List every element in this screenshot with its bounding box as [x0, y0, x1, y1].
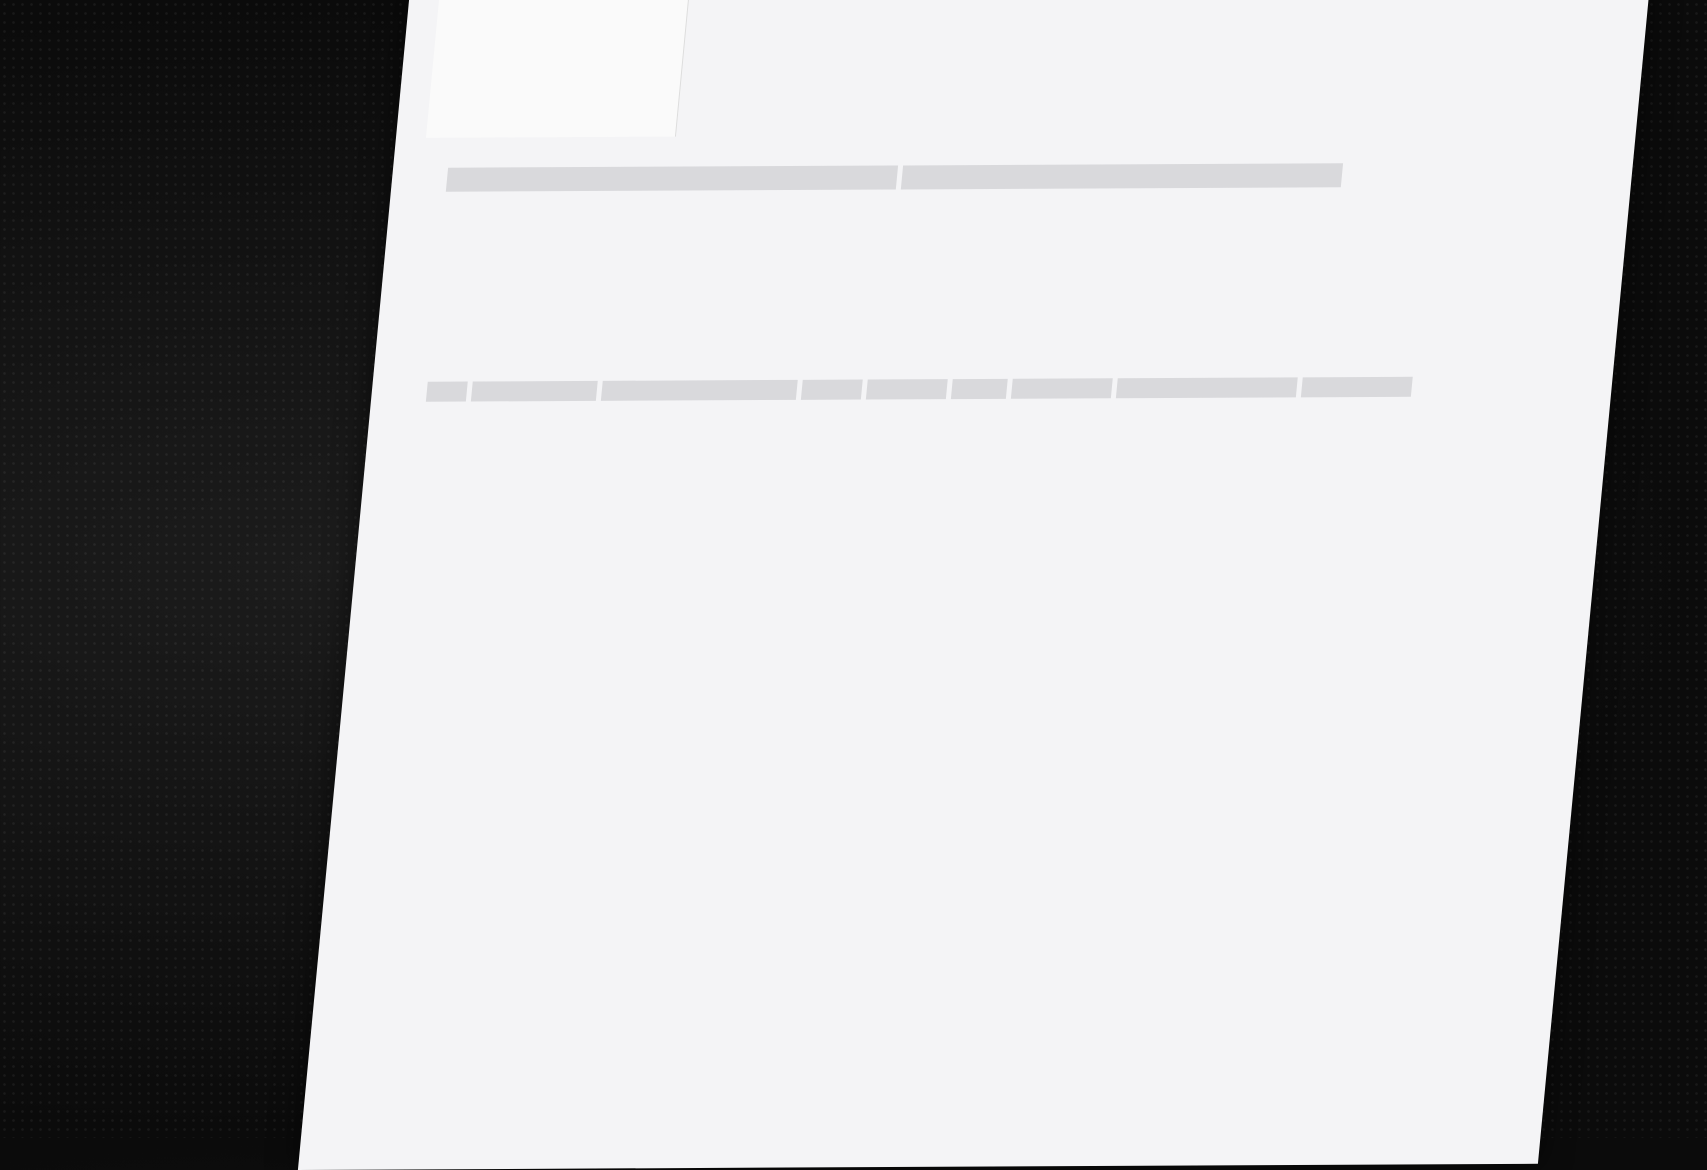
factura-header: [446, 165, 898, 191]
row-denominacion: [583, 903, 803, 904]
misc-row: [312, 979, 1556, 1025]
card-receipt: [426, 0, 690, 138]
col-uds: [801, 380, 863, 400]
cliente-header: [901, 163, 1343, 189]
row-denominacion: [575, 983, 795, 984]
col-importe: [1011, 378, 1113, 399]
col-tipo: [426, 382, 468, 402]
invoice-paper: [298, 0, 1650, 1170]
col-clasificacion: [1116, 377, 1298, 398]
col-denominacion: [601, 380, 798, 401]
col-precio: [866, 379, 948, 399]
col-referencia: [471, 381, 598, 402]
receipt-amount: [448, 5, 677, 6]
col-fabric-marca: [1301, 377, 1413, 398]
labor-row: [317, 899, 1563, 965]
items-table-header: [426, 376, 1608, 404]
col-dto: [951, 379, 1008, 399]
